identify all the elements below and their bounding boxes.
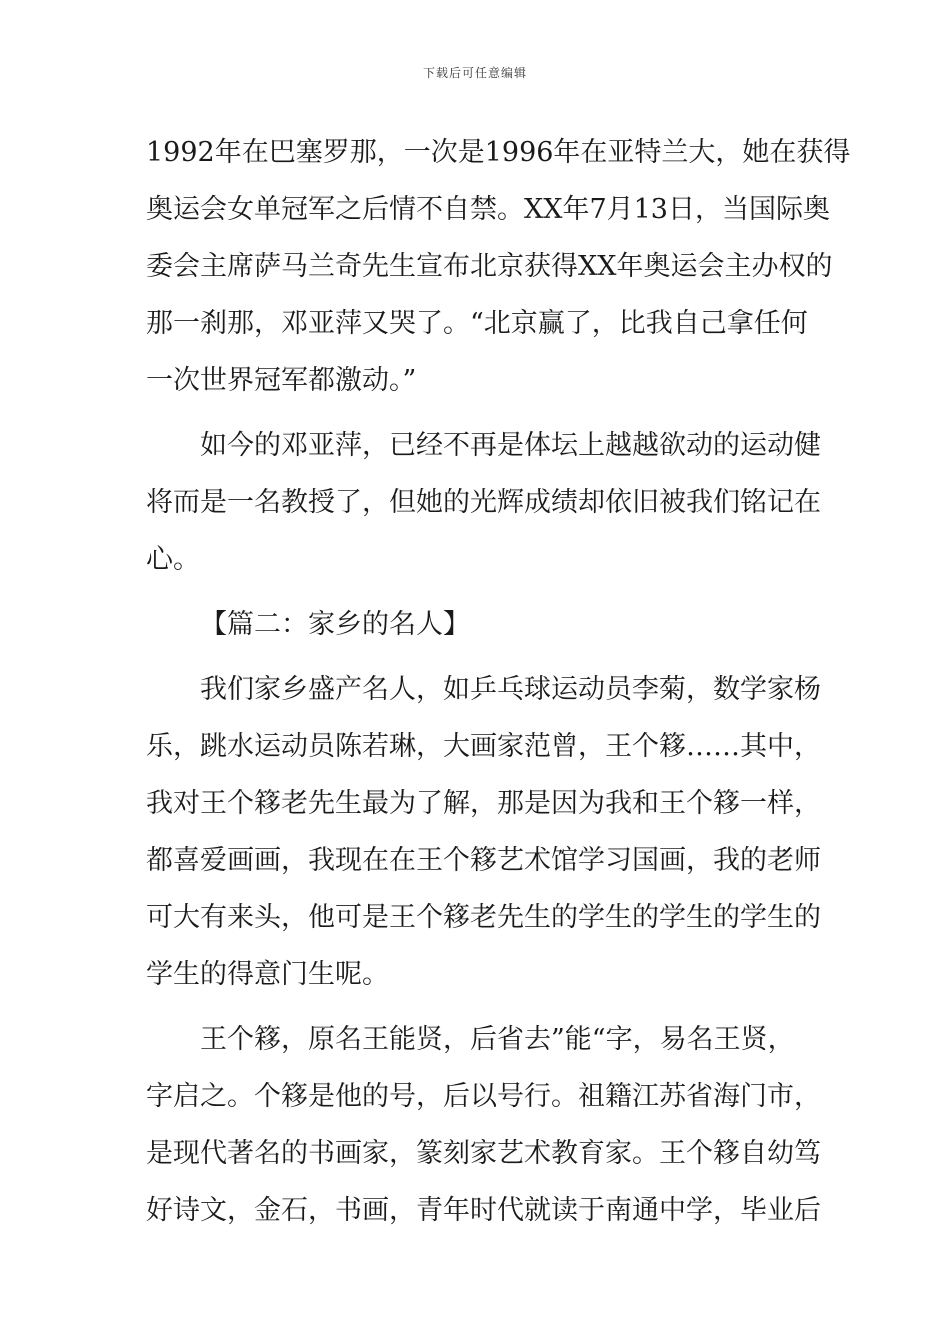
page-header: 下载后可任意编辑: [422, 66, 527, 80]
text-line: 都喜爱画画，我现在在王个簃艺术馆学习国画，我的老师: [146, 845, 821, 876]
text-line: 奥运会女单冠军之后情不自禁。XX年7月13日，当国际奥: [146, 194, 830, 225]
text-line: 字启之。个簃是他的号，后以号行。祖籍江苏省海门市，: [146, 1081, 821, 1112]
text-line: 如今的邓亚萍，已经不再是体坛上越越欲动的运动健: [200, 430, 821, 461]
text-line: 1992年在巴塞罗那，一次是1996年在亚特兰大，她在获得: [146, 137, 851, 168]
paragraph: [146, 1011, 821, 1239]
paragraph: [146, 417, 821, 588]
text-line: 心。: [146, 544, 200, 575]
text-line: 我对王个簃老先生最为了解，那是因为我和王个簃一样，: [146, 788, 821, 819]
text-line: 好诗文，金石，书画，青年时代就读于南通中学，毕业后: [146, 1195, 821, 1226]
text-line: 那一刹那，邓亚萍又哭了。“北京赢了，比我自己拿任何: [146, 308, 808, 339]
text-line: 是现代著名的书画家，篆刻家艺术教育家。王个簃自幼笃: [146, 1138, 821, 1169]
text-line: 可大有来头，他可是王个簃老先生的学生的学生的学生的: [146, 902, 821, 933]
text-line: 将而是一名教授了，但她的光辉成绩却依旧被我们铭记在: [146, 487, 821, 518]
section-heading: [146, 596, 806, 653]
paragraph: [146, 661, 821, 1003]
text-line: 一次世界冠军都激动。”: [146, 365, 417, 396]
paragraph: [146, 124, 851, 409]
text-line: 王个簃，原名王能贤，后省去”能“字，易名王贤，: [200, 1024, 795, 1055]
text-line: 我们家乡盛产名人，如乒乓球运动员李菊，数学家杨: [200, 674, 821, 705]
text-line: 委会主席萨马兰奇先生宣布北京获得XX年奥运会主办权的: [146, 251, 833, 282]
text-line: 学生的得意门生呢。: [146, 959, 389, 990]
section-heading-text: 【篇二：家乡的名人】: [200, 609, 470, 640]
document-body: [146, 124, 851, 1239]
text-line: 乐，跳水运动员陈若琳，大画家范曾，王个簃……其中，: [146, 731, 821, 762]
